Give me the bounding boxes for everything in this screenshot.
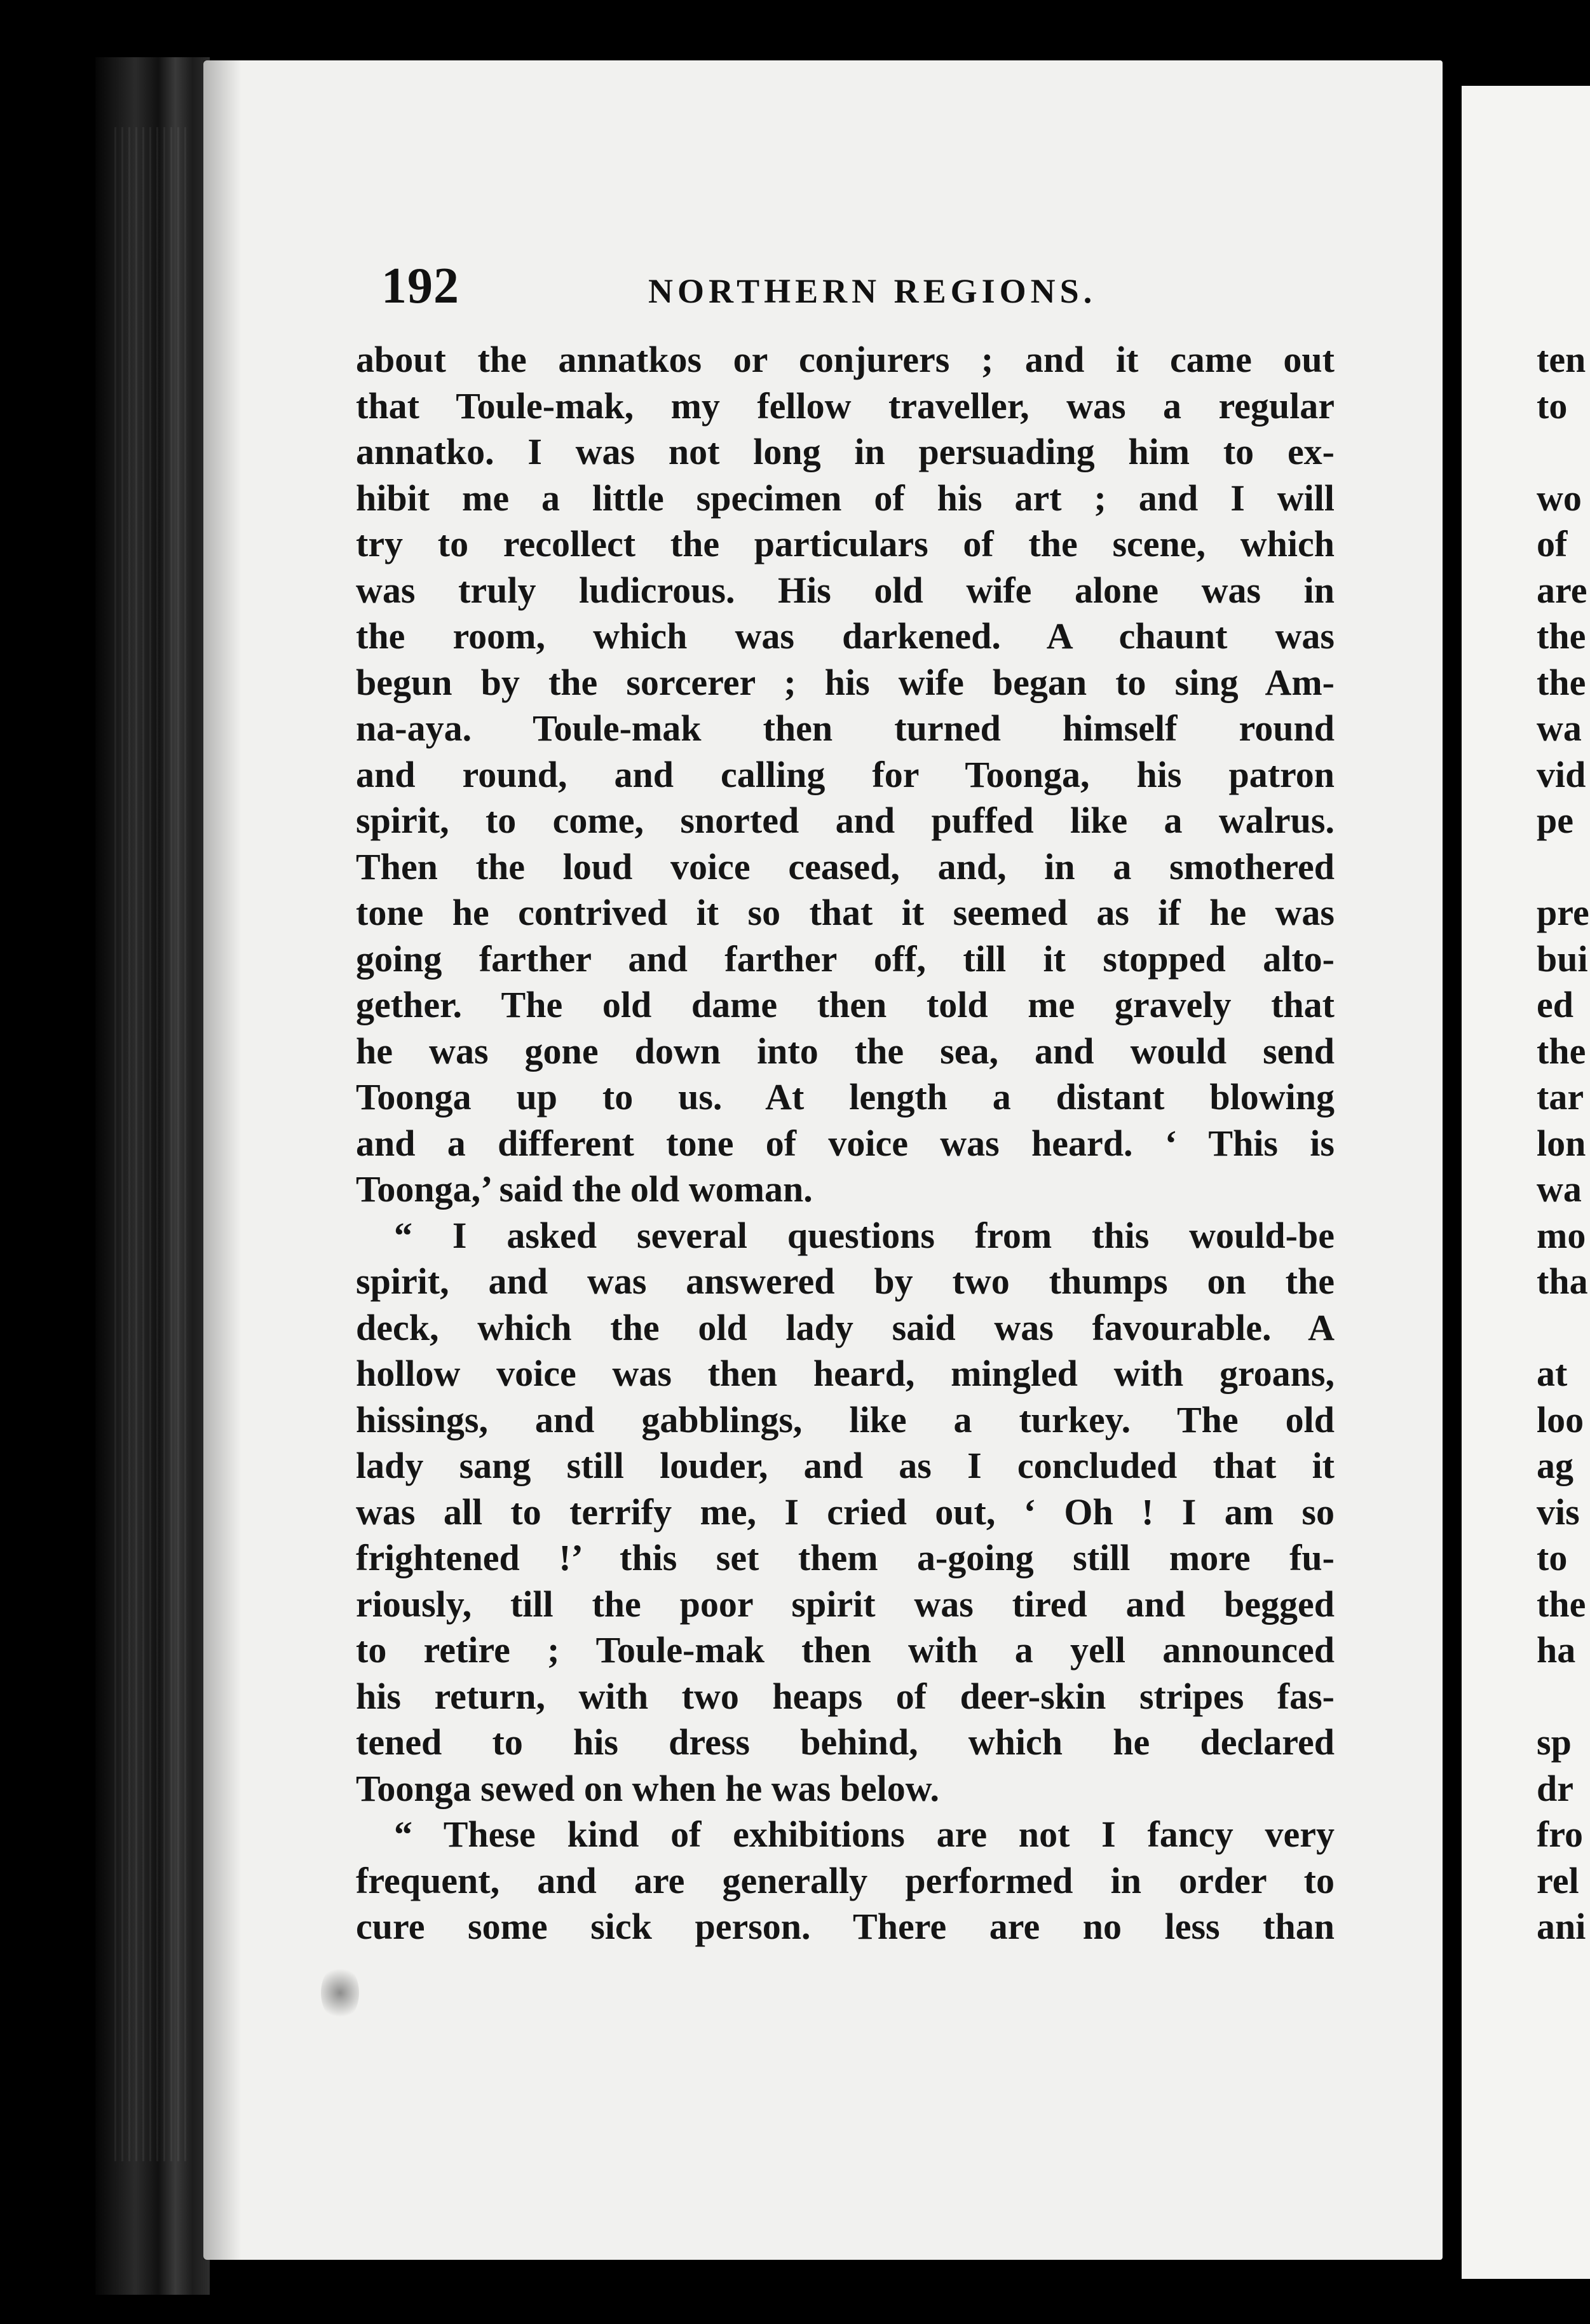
text-line: and a different tone of voice was heard. ‘ This is	[356, 1122, 1335, 1164]
text-line: that Toule-mak, my fellow traveller, was a regular	[356, 385, 1335, 427]
fragment-line: are	[1537, 569, 1587, 611]
page-body-text	[356, 337, 1335, 1950]
text-line: tened to his dress behind, which he declared	[356, 1721, 1335, 1763]
text-line: hissings, and gabblings, like a turkey. The old	[356, 1398, 1335, 1440]
fragment-line: the	[1537, 615, 1586, 657]
page-number: 192	[381, 258, 459, 314]
fragment-line: at	[1537, 1353, 1568, 1394]
fragment-line: the	[1537, 661, 1586, 703]
fragment-line: loo	[1537, 1398, 1584, 1440]
text-line: the room, which was darkened. A chaunt was	[356, 615, 1335, 657]
fragment-line: vis	[1537, 1491, 1580, 1533]
fragment-line	[1537, 1305, 1590, 1351]
text-line: about the annatkos or conjurers ; and it came out	[356, 339, 1335, 380]
fragment-line: mo	[1537, 1214, 1586, 1256]
text-line: Toonga up to us. At length a distant blowing	[356, 1076, 1335, 1118]
text-line: spirit, and was answered by two thumps on the	[356, 1261, 1335, 1302]
page-gutter	[1443, 0, 1462, 2324]
fragment-line: the	[1537, 1583, 1586, 1625]
text-line: cure some sick person. There are no less than	[356, 1906, 1335, 1947]
text-line: spirit, to come, snorted and puffed like a walrus.	[356, 800, 1335, 841]
text-line: Toonga sewed on when he was below.	[356, 1767, 939, 1809]
fragment-line: ani	[1537, 1906, 1586, 1947]
fragment-line: pre	[1537, 892, 1589, 933]
fragment-line: wa	[1537, 707, 1582, 749]
fragment-line	[1537, 429, 1590, 475]
spine-texture	[114, 127, 191, 2161]
fragment-line: ed	[1537, 984, 1573, 1025]
text-line: Toonga,’ said the old woman.	[356, 1168, 813, 1210]
text-line: tone he contrived it so that it seemed as if he was	[356, 892, 1335, 933]
fragment-line: dr	[1537, 1767, 1573, 1809]
page-shadow	[203, 60, 241, 2260]
fragment-line: ha	[1537, 1629, 1576, 1671]
text-line: na-aya. Toule-mak then turned himself round	[356, 707, 1335, 749]
fragment-line: fro	[1537, 1814, 1584, 1855]
fragment-line	[1537, 1674, 1590, 1720]
text-line: hollow voice was then heard, mingled with groans,	[356, 1353, 1335, 1394]
text-line: try to recollect the particulars of the scene, which	[356, 523, 1335, 564]
running-title: NORTHERN REGIONS.	[648, 272, 1097, 310]
fragment-line: pe	[1537, 800, 1573, 841]
text-line: his return, with two heaps of deer-skin stripes fas-	[356, 1675, 1335, 1717]
fragment-line: bui	[1537, 938, 1588, 980]
text-line: frequent, and are generally performed in order to	[356, 1859, 1335, 1901]
text-line: was all to terrify me, I cried out, ‘ Oh ! I am so	[356, 1491, 1335, 1533]
fragment-line: of	[1537, 523, 1568, 564]
fragment-line: sp	[1537, 1721, 1572, 1763]
fragment-line: to	[1537, 1537, 1568, 1578]
fragment-line	[1537, 844, 1590, 891]
fragment-line: the	[1537, 1030, 1586, 1072]
fragment-line: wo	[1537, 477, 1582, 519]
text-line: he was gone down into the sea, and would send	[356, 1030, 1335, 1072]
fragment-line: ag	[1537, 1445, 1573, 1486]
text-line: riously, till the poor spirit was tired and begged	[356, 1583, 1335, 1625]
text-line: going farther and farther off, till it stopped alto-	[356, 938, 1335, 980]
fragment-line: tha	[1537, 1261, 1588, 1302]
fragment-line: rel	[1537, 1859, 1579, 1901]
text-line: deck, which the old lady said was favourable. A	[356, 1306, 1335, 1348]
fragment-line: to	[1537, 385, 1568, 427]
text-line: gether. The old dame then told me gravely that	[356, 984, 1335, 1025]
text-line: Then the loud voice ceased, and, in a smothered	[356, 845, 1335, 887]
fragment-line: lon	[1537, 1122, 1586, 1164]
fragment-line: vid	[1537, 753, 1586, 795]
text-line: was truly ludicrous. His old wife alone was in	[356, 569, 1335, 611]
text-line: “ These kind of exhibitions are not I fancy very	[394, 1814, 1335, 1855]
ink-smudge	[321, 1964, 359, 2021]
fragment-line: tar	[1537, 1076, 1584, 1118]
text-line: lady sang still louder, and as I concluded that it	[356, 1445, 1335, 1486]
text-line: frightened !’ this set them a-going still more fu-	[356, 1537, 1335, 1578]
fragment-line: ten	[1537, 339, 1586, 380]
text-line: begun by the sorcerer ; his wife began to sing Am-	[356, 661, 1335, 703]
text-line: to retire ; Toule-mak then with a yell announced	[356, 1629, 1335, 1671]
fragment-line: wa	[1537, 1168, 1582, 1210]
text-line: and round, and calling for Toonga, his patron	[356, 753, 1335, 795]
text-line: “ I asked several questions from this would-be	[394, 1214, 1335, 1256]
text-line: annatko. I was not long in persuading him to ex-	[356, 431, 1335, 472]
text-line: hibit me a little specimen of his art ; and I will	[356, 477, 1335, 519]
running-head	[381, 257, 1363, 327]
right-page-fragments	[1537, 337, 1590, 1950]
